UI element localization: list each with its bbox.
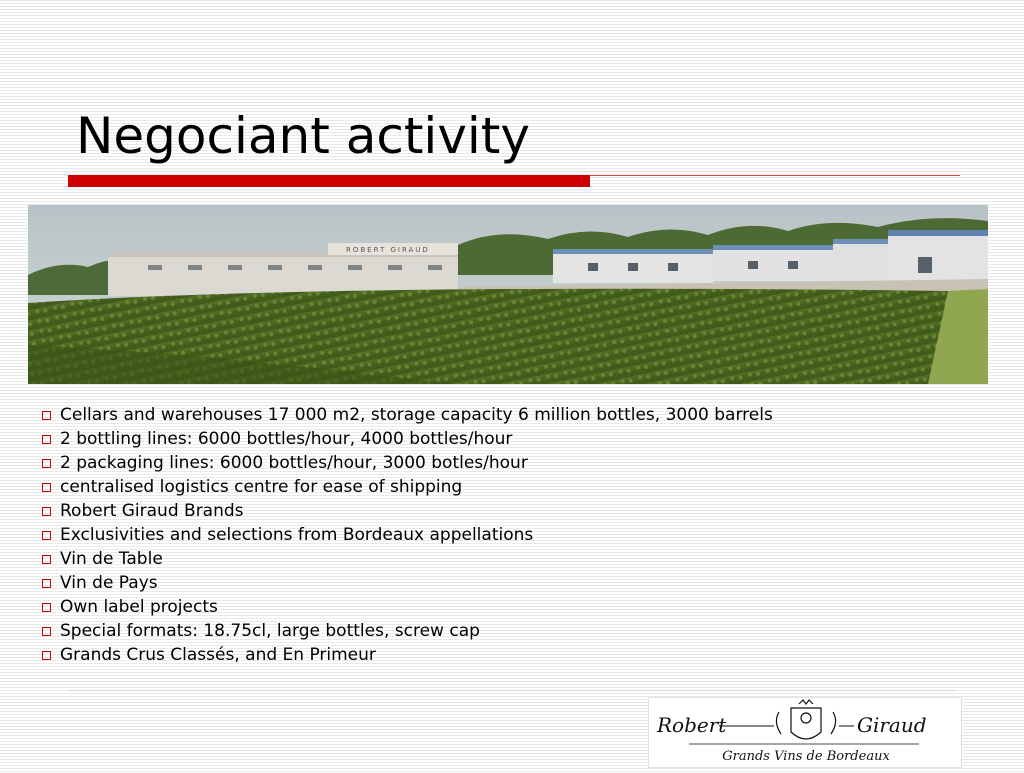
list-item-text: Own label projects xyxy=(60,597,218,617)
bullet-square-icon xyxy=(42,627,51,636)
bullet-square-icon xyxy=(42,579,51,588)
bullet-square-icon xyxy=(42,483,51,492)
footer-divider xyxy=(68,690,956,691)
bullet-square-icon xyxy=(42,555,51,564)
list-item xyxy=(40,595,773,619)
list-item xyxy=(40,427,773,451)
title-underline-accent xyxy=(68,175,590,187)
bullet-square-icon xyxy=(42,531,51,540)
list-item-text: Special formats: 18.75cl, large bottles, screw cap xyxy=(60,621,480,641)
list-item-text: 2 bottling lines: 6000 bottles/hour, 4000 bottles/hour xyxy=(60,429,513,449)
logo-left-script: Robert xyxy=(657,713,727,737)
list-item-text: Exclusivities and selections from Bordeaux appellations xyxy=(60,525,534,545)
bullet-square-icon xyxy=(42,603,51,612)
logo-artwork xyxy=(649,698,963,769)
robert-giraud-logo xyxy=(648,697,962,768)
bullet-square-icon xyxy=(42,435,51,444)
list-item xyxy=(40,643,773,667)
winery-sign: ROBERT GIRAUD xyxy=(346,246,430,254)
title-underline-thin xyxy=(590,175,960,176)
list-item-text: Cellars and warehouses 17 000 m2, storage capacity 6 million bottles, 3000 barrels xyxy=(60,405,773,425)
list-item xyxy=(40,499,773,523)
bullet-square-icon xyxy=(42,459,51,468)
list-item-text: Vin de Table xyxy=(60,549,163,569)
list-item xyxy=(40,571,773,595)
bullet-list xyxy=(40,403,773,667)
list-item xyxy=(40,475,773,499)
list-item xyxy=(40,403,773,427)
list-item xyxy=(40,619,773,643)
list-item-text: Vin de Pays xyxy=(60,573,158,593)
bullet-square-icon xyxy=(42,651,51,660)
winery-vineyard-photo xyxy=(28,205,988,384)
list-item-text: Grands Crus Classés, and En Primeur xyxy=(60,645,376,665)
logo-tagline: Grands Vins de Bordeaux xyxy=(722,749,890,764)
list-item-text: 2 packaging lines: 6000 bottles/hour, 3000 botles/hour xyxy=(60,453,528,473)
bullet-square-icon xyxy=(42,507,51,516)
crest-icon xyxy=(776,700,835,739)
list-item xyxy=(40,547,773,571)
slide-title: Negociant activity xyxy=(76,107,531,165)
logo-right-script: Giraud xyxy=(857,713,927,737)
bullet-square-icon xyxy=(42,411,51,420)
list-item-text: Robert Giraud Brands xyxy=(60,501,244,521)
list-item xyxy=(40,451,773,475)
list-item-text: centralised logistics centre for ease of shipping xyxy=(60,477,463,497)
list-item xyxy=(40,523,773,547)
